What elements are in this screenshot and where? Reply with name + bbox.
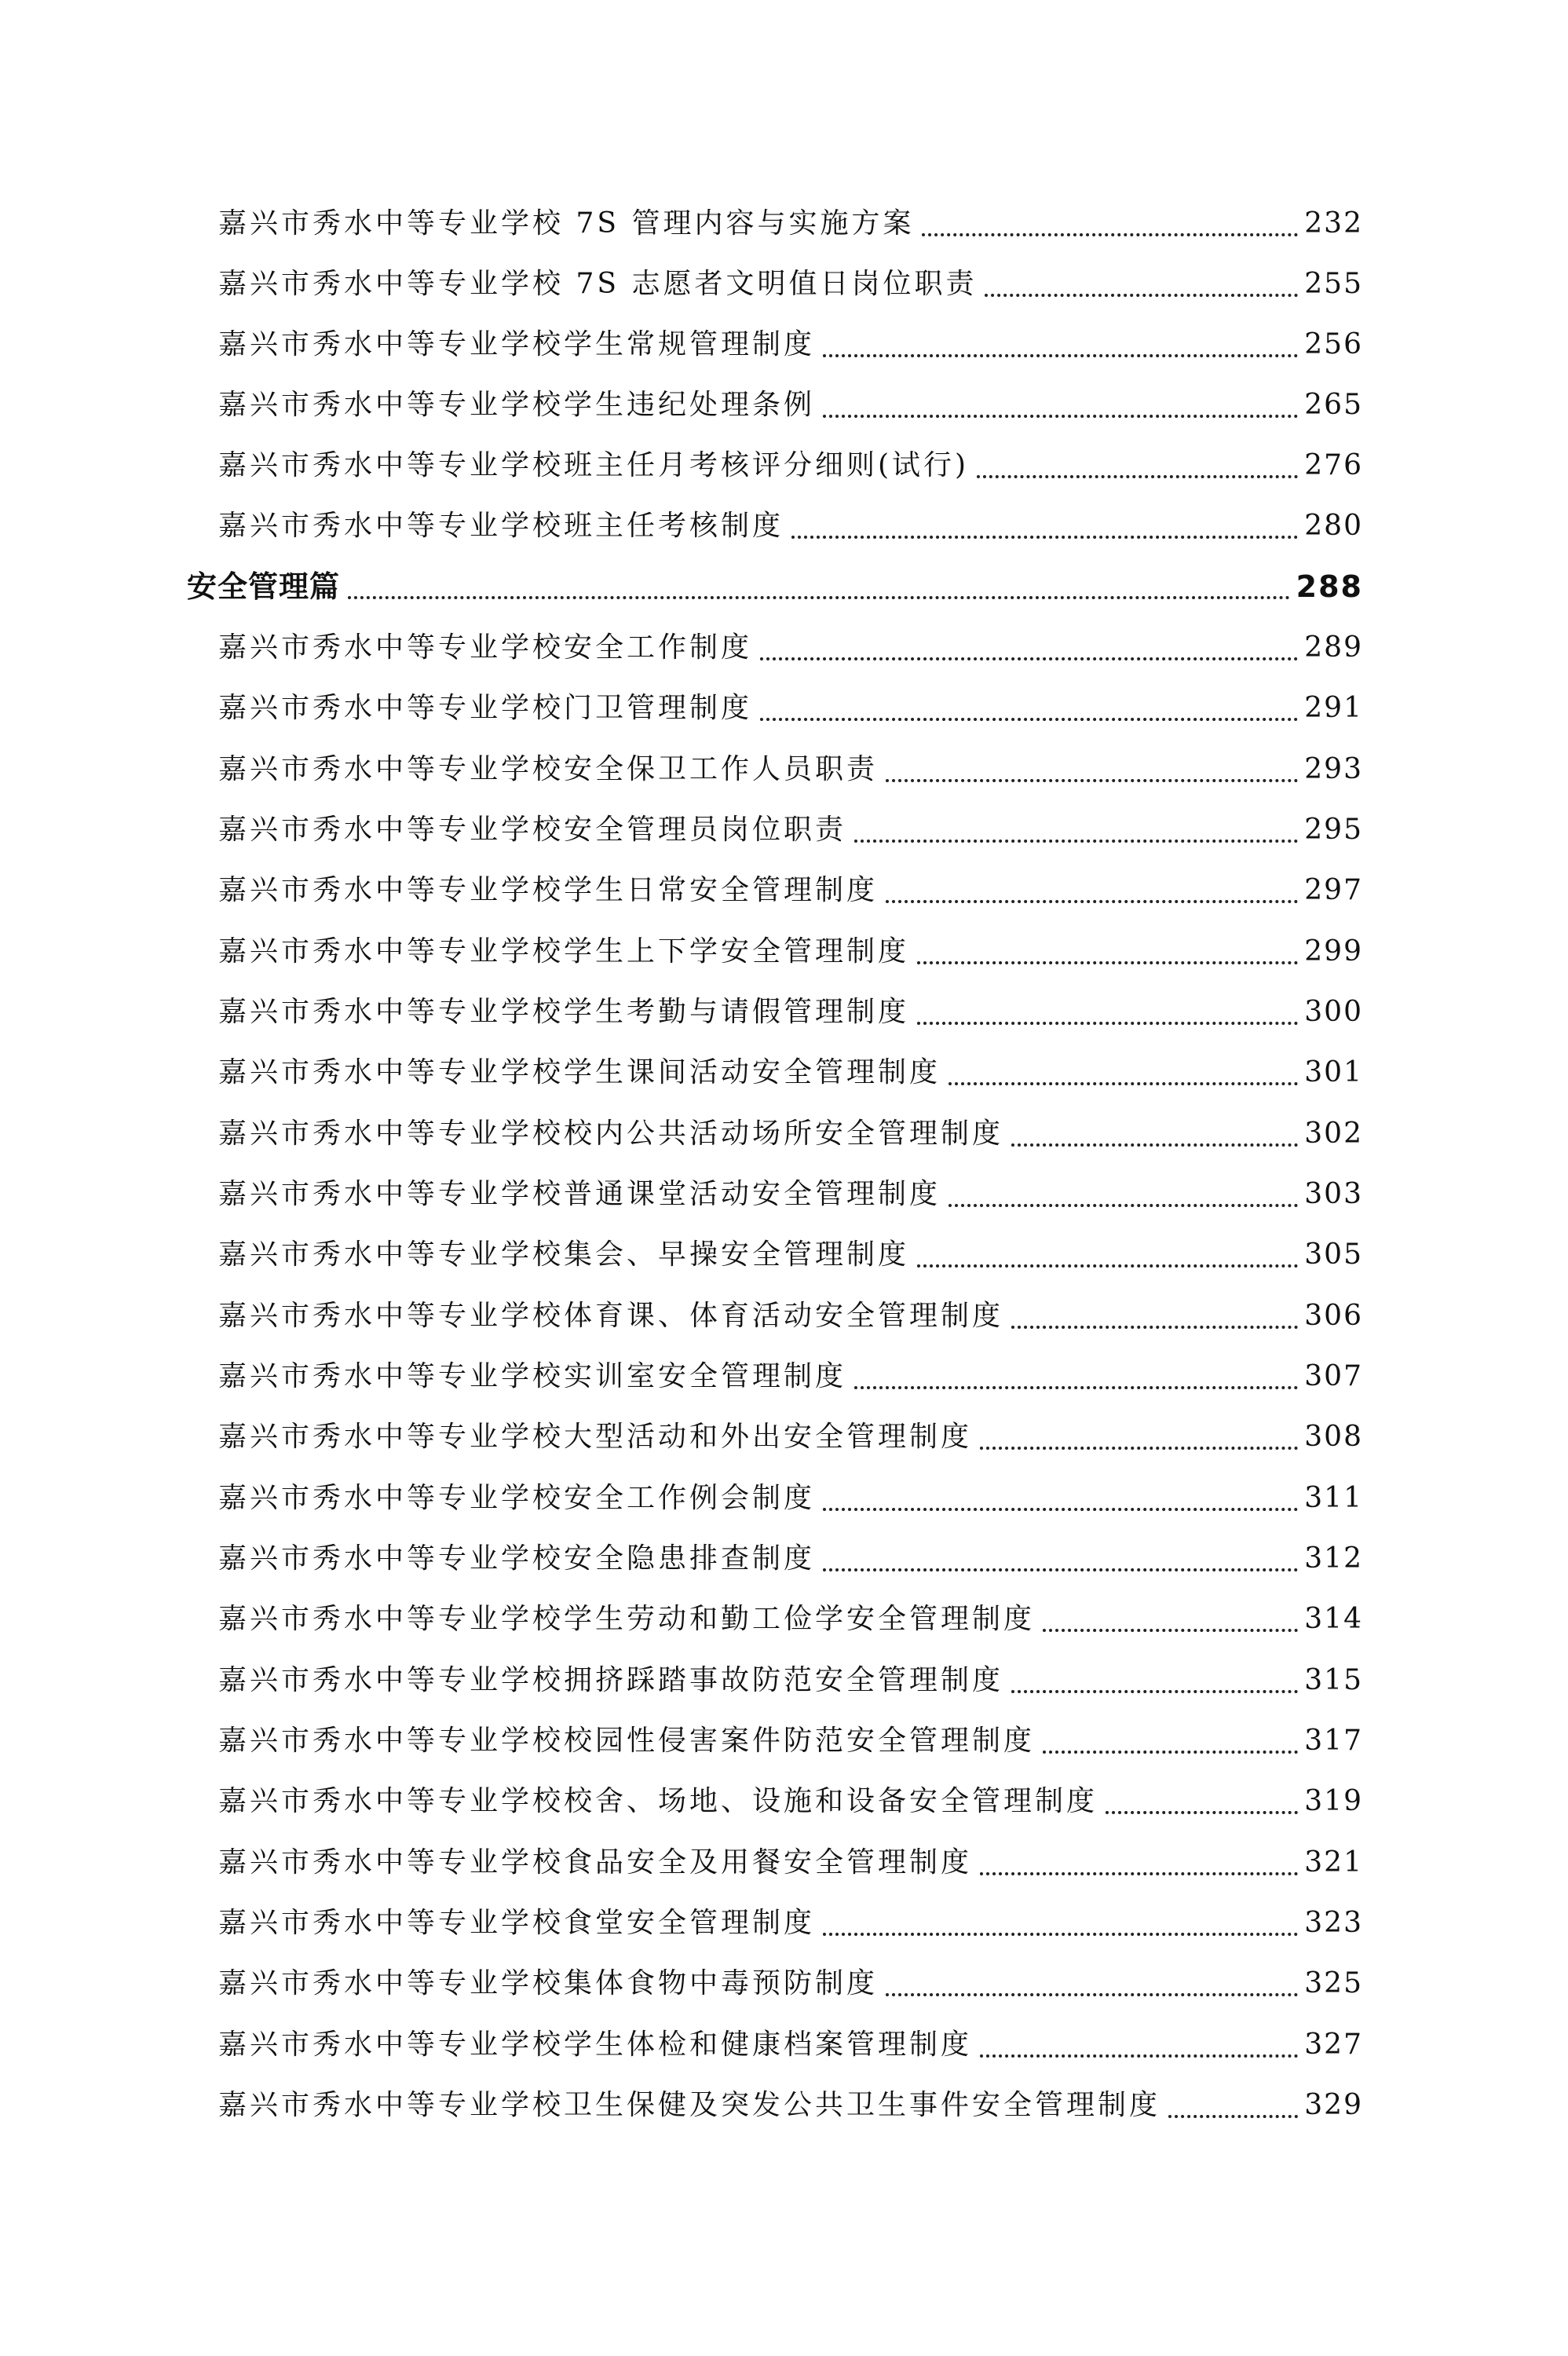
- toc-entry-page: 308: [1304, 1421, 1363, 1453]
- dot-leader: [348, 596, 1290, 599]
- toc-entry-page: 265: [1304, 389, 1363, 421]
- dot-leader: [917, 961, 1298, 964]
- dot-leader: [1168, 2115, 1298, 2118]
- toc-entry-page: 300: [1304, 996, 1363, 1028]
- toc-entry-page: 301: [1304, 1056, 1363, 1088]
- toc-entry[interactable]: [218, 321, 1363, 368]
- toc-entry[interactable]: [218, 1657, 1363, 1704]
- toc-entry-title: 嘉兴市秀水中等专业学校学生劳动和勤工俭学安全管理制度: [218, 1603, 1036, 1635]
- toc-entry-page: 317: [1304, 1725, 1363, 1757]
- toc-entry-title: 嘉兴市秀水中等专业学校 7S 管理内容与实施方案: [218, 207, 915, 240]
- toc-entry-title: 嘉兴市秀水中等专业学校食堂安全管理制度: [218, 1907, 816, 1939]
- dot-leader: [823, 354, 1298, 357]
- toc-entry-title: 嘉兴市秀水中等专业学校安全保卫工作人员职责: [218, 753, 879, 785]
- toc-entry-page: 293: [1304, 753, 1363, 785]
- toc-entry[interactable]: [218, 1110, 1363, 1158]
- toc-entry-page: 256: [1304, 328, 1363, 360]
- dot-leader: [922, 233, 1298, 236]
- toc-entry-title: 嘉兴市秀水中等专业学校班主任考核制度: [218, 510, 784, 542]
- dot-leader: [886, 900, 1298, 903]
- dot-leader: [948, 1082, 1298, 1085]
- toc-entry-page: 295: [1304, 814, 1363, 846]
- toc-entry[interactable]: [218, 1414, 1363, 1461]
- toc-entry[interactable]: [218, 746, 1363, 793]
- toc-entry-title: 嘉兴市秀水中等专业学校 7S 志愿者文明值日岗位职责: [218, 268, 978, 300]
- toc-entry[interactable]: [218, 1535, 1363, 1582]
- toc-entry[interactable]: [218, 1718, 1363, 1765]
- toc-entry-title: 嘉兴市秀水中等专业学校学生上下学安全管理制度: [218, 935, 910, 968]
- dot-leader: [980, 1447, 1298, 1450]
- toc-entry-title: 嘉兴市秀水中等专业学校食品安全及用餐安全管理制度: [218, 1846, 973, 1879]
- dot-leader: [980, 1872, 1298, 1875]
- toc-entry-title: 嘉兴市秀水中等专业学校实训室安全管理制度: [218, 1360, 847, 1392]
- toc-section-heading[interactable]: [187, 563, 1363, 610]
- dot-leader: [791, 536, 1298, 539]
- dot-leader: [977, 475, 1298, 478]
- toc-entry-page: 307: [1304, 1360, 1363, 1392]
- toc-entry-title: 嘉兴市秀水中等专业学校安全管理员岗位职责: [218, 814, 847, 846]
- toc-entry-title: 嘉兴市秀水中等专业学校学生违纪处理条例: [218, 389, 816, 421]
- toc-entry[interactable]: [218, 2082, 1363, 2129]
- toc-entry[interactable]: [218, 928, 1363, 975]
- toc-entry[interactable]: [218, 1231, 1363, 1279]
- toc-entry-page: 299: [1304, 935, 1363, 968]
- toc-entry-title: 嘉兴市秀水中等专业学校安全工作制度: [218, 631, 753, 664]
- toc-entry[interactable]: [218, 807, 1363, 854]
- dot-leader: [760, 718, 1298, 721]
- toc-entry-page: 314: [1304, 1603, 1363, 1635]
- toc-entry-page: 297: [1304, 874, 1363, 906]
- toc-entry-title: 嘉兴市秀水中等专业学校班主任月考核评分细则(试行): [218, 449, 970, 481]
- toc-entry-page: 291: [1304, 692, 1363, 724]
- toc-entry-page: 232: [1304, 207, 1363, 240]
- toc-entry-title: 嘉兴市秀水中等专业学校普通课堂活动安全管理制度: [218, 1178, 941, 1210]
- toc-entry-page: 280: [1304, 510, 1363, 542]
- toc-entry-page: 276: [1304, 449, 1363, 481]
- toc-entry-title: 嘉兴市秀水中等专业学校卫生保健及突发公共卫生事件安全管理制度: [218, 2089, 1161, 2121]
- toc-entry[interactable]: [218, 1839, 1363, 1886]
- toc-entry-page: 329: [1304, 2089, 1363, 2121]
- dot-leader: [823, 1933, 1298, 1936]
- toc-entry[interactable]: [218, 1293, 1363, 1340]
- toc-entry-title: 嘉兴市秀水中等专业学校校内公共活动场所安全管理制度: [218, 1118, 1004, 1150]
- toc-entry-title: 嘉兴市秀水中等专业学校拥挤踩踏事故防范安全管理制度: [218, 1664, 1004, 1696]
- dot-leader: [760, 657, 1298, 660]
- dot-leader: [1043, 1629, 1298, 1632]
- toc-entry[interactable]: [218, 1900, 1363, 1947]
- toc-entry-page: 321: [1304, 1846, 1363, 1879]
- toc-entry-page: 315: [1304, 1664, 1363, 1696]
- dot-leader: [823, 1508, 1298, 1511]
- toc-entry[interactable]: [218, 261, 1363, 308]
- toc-entry-page: 323: [1304, 1907, 1363, 1939]
- toc-entry-title: 嘉兴市秀水中等专业学校集会、早操安全管理制度: [218, 1238, 910, 1271]
- toc-entry-title: 嘉兴市秀水中等专业学校门卫管理制度: [218, 692, 753, 724]
- dot-leader: [917, 1264, 1298, 1268]
- toc-entry-page: 303: [1304, 1178, 1363, 1210]
- dot-leader: [985, 294, 1298, 297]
- dot-leader: [886, 779, 1298, 782]
- toc-entry[interactable]: [218, 200, 1363, 247]
- toc-entry[interactable]: [218, 2021, 1363, 2069]
- dot-leader: [854, 840, 1298, 843]
- dot-leader: [823, 1568, 1298, 1571]
- toc-entry-title: 嘉兴市秀水中等专业学校集体食物中毒预防制度: [218, 1967, 879, 1999]
- dot-leader: [1043, 1751, 1298, 1754]
- dot-leader: [917, 1022, 1298, 1025]
- toc-entry[interactable]: [218, 382, 1363, 429]
- toc-entry-page: 302: [1304, 1118, 1363, 1150]
- toc-entry-page: 319: [1304, 1785, 1363, 1817]
- toc-entry[interactable]: [218, 624, 1363, 671]
- toc-entry-title: 嘉兴市秀水中等专业学校学生体检和健康档案管理制度: [218, 2029, 973, 2061]
- toc-entry-page: 312: [1304, 1542, 1363, 1575]
- dot-leader: [1011, 1690, 1298, 1693]
- toc-entry-page: 325: [1304, 1967, 1363, 1999]
- toc-entry[interactable]: [218, 1778, 1363, 1825]
- toc-entry[interactable]: [218, 867, 1363, 914]
- toc-entry-title: 嘉兴市秀水中等专业学校校舍、场地、设施和设备安全管理制度: [218, 1785, 1098, 1817]
- toc-entry[interactable]: [218, 1596, 1363, 1643]
- toc-entry[interactable]: [218, 503, 1363, 550]
- toc-entry-page: 306: [1304, 1300, 1363, 1332]
- dot-leader: [1106, 1811, 1298, 1814]
- toc-entry-title: 嘉兴市秀水中等专业学校学生考勤与请假管理制度: [218, 996, 910, 1028]
- dot-leader: [948, 1204, 1298, 1207]
- dot-leader: [1011, 1143, 1298, 1147]
- toc-entry[interactable]: [218, 1049, 1363, 1096]
- toc-entry[interactable]: [218, 1475, 1363, 1522]
- toc-entry-page: 305: [1304, 1238, 1363, 1271]
- toc-entry-page: 289: [1304, 631, 1363, 664]
- toc-entry[interactable]: [218, 442, 1363, 489]
- toc-entry[interactable]: [218, 1353, 1363, 1400]
- toc-entry-title: 嘉兴市秀水中等专业学校安全工作例会制度: [218, 1482, 816, 1514]
- toc-entry-title: 嘉兴市秀水中等专业学校学生常规管理制度: [218, 328, 816, 360]
- toc-entry-title: 嘉兴市秀水中等专业学校大型活动和外出安全管理制度: [218, 1421, 973, 1453]
- toc-entry-page: 311: [1304, 1482, 1363, 1514]
- toc-entry[interactable]: [218, 1171, 1363, 1218]
- dot-leader: [980, 2054, 1298, 2058]
- toc-entry-title: 嘉兴市秀水中等专业学校学生课间活动安全管理制度: [218, 1056, 941, 1088]
- toc-section-page: 288: [1296, 569, 1363, 604]
- toc-entry[interactable]: [218, 685, 1363, 732]
- toc-entry-title: 嘉兴市秀水中等专业学校学生日常安全管理制度: [218, 874, 879, 906]
- toc-entry-page: 327: [1304, 2029, 1363, 2061]
- toc-entry[interactable]: [218, 989, 1363, 1036]
- toc-entry-title: 嘉兴市秀水中等专业学校体育课、体育活动安全管理制度: [218, 1300, 1004, 1332]
- toc-entry-title: 嘉兴市秀水中等专业学校校园性侵害案件防范安全管理制度: [218, 1725, 1036, 1757]
- dot-leader: [886, 1993, 1298, 1996]
- dot-leader: [823, 415, 1298, 418]
- toc-section-title: 安全管理篇: [187, 569, 341, 604]
- toc-entry-title: 嘉兴市秀水中等专业学校安全隐患排查制度: [218, 1542, 816, 1575]
- toc-entry-page: 255: [1304, 268, 1363, 300]
- dot-leader: [854, 1386, 1298, 1389]
- toc-entry[interactable]: [218, 1960, 1363, 2007]
- dot-leader: [1011, 1326, 1298, 1329]
